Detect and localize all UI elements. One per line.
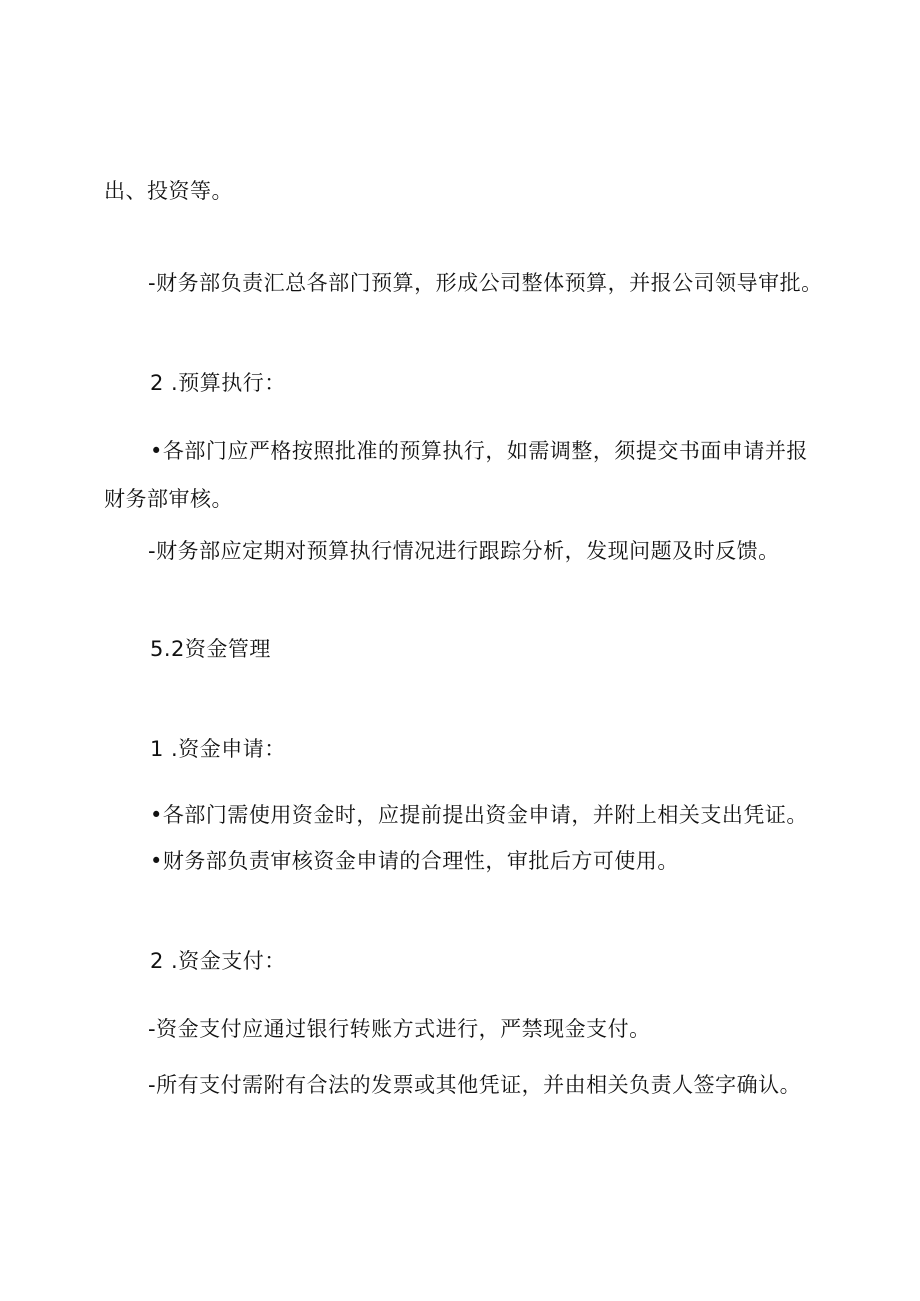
text-line-fund-apply: •各部门需使用资金时，应提前提出资金申请，并附上相关支出凭证。 bbox=[150, 803, 808, 827]
text-line-continuation: 出、投资等。 bbox=[104, 179, 233, 203]
text-line-fund-review: •财务部负责审核资金申请的合理性，审批后方可使用。 bbox=[150, 849, 679, 873]
heading-fund-application: 1 .资金申请： bbox=[150, 737, 286, 761]
text-line-payment-vouchers: -所有支付需附有合法的发票或其他凭证，并由相关负责人签字确认。 bbox=[148, 1073, 802, 1097]
heading-fund-payment: 2 .资金支付： bbox=[150, 949, 286, 973]
heading-budget-execution: 2 .预算执行： bbox=[150, 371, 286, 395]
text-line-budget-tracking: -财务部应定期对预算执行情况进行跟踪分析，发现问题及时反馈。 bbox=[148, 539, 780, 563]
text-line-budget-adjust-cont: 财务部审核。 bbox=[104, 487, 233, 511]
text-line-budget-summary: -财务部负责汇总各部门预算，形成公司整体预算，并报公司领导审批。 bbox=[148, 271, 823, 295]
text-line-bank-transfer: -资金支付应通过银行转账方式进行，严禁现金支付。 bbox=[148, 1017, 651, 1041]
section-heading-fund-management: 5.2资金管理 bbox=[150, 637, 271, 661]
text-line-budget-adjust: •各部门应严格按照批准的预算执行，如需调整，须提交书面申请并报 bbox=[150, 439, 808, 463]
